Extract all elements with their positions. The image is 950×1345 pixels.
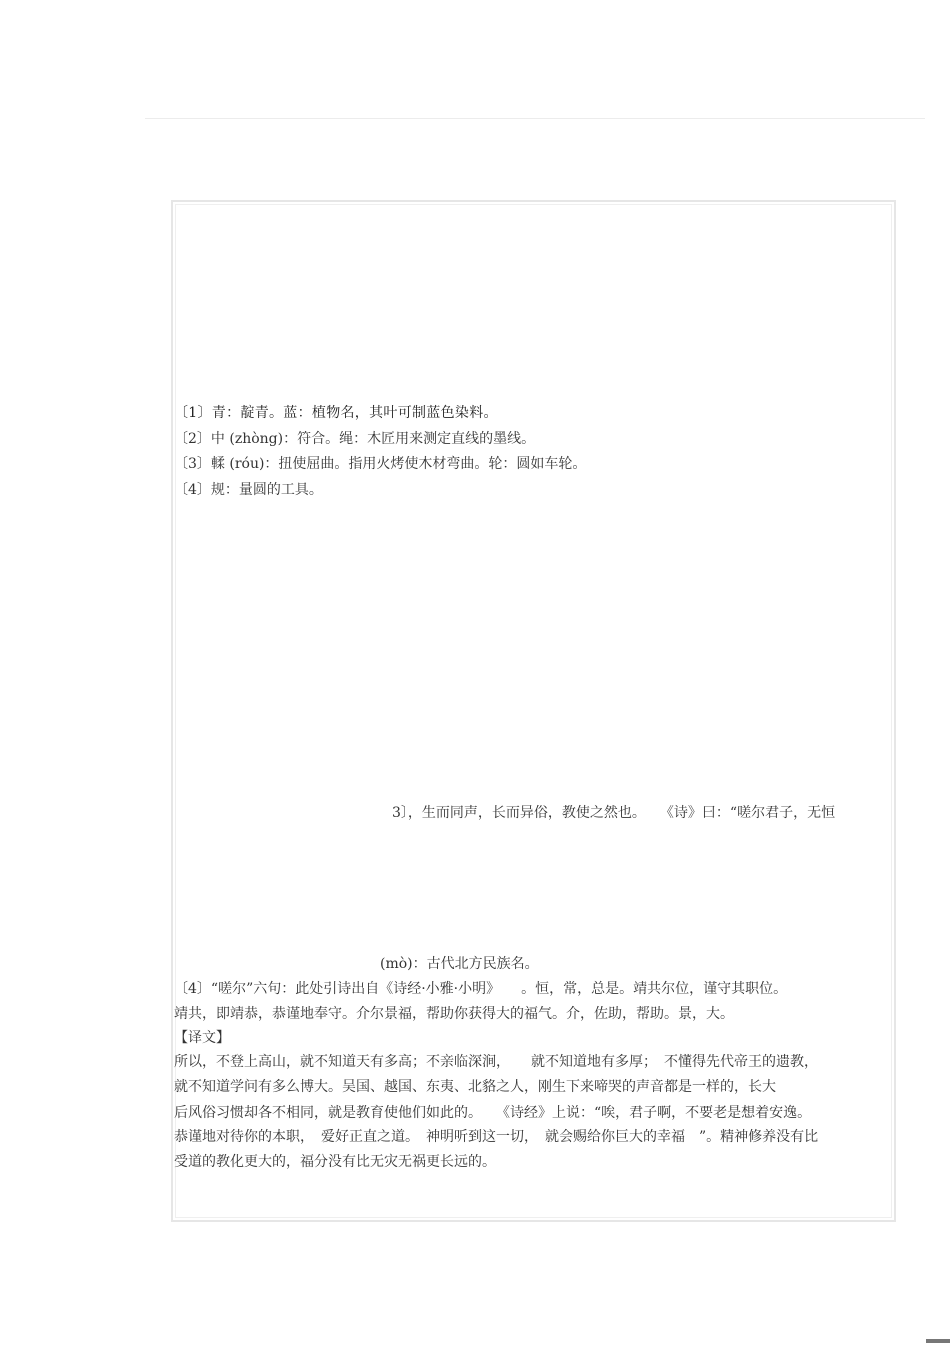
translation-line-2: 就不知道学问有多么博大。吴国、越国、东夷、北貉之人，刚生下来啼哭的声音都是一样的，长大 bbox=[174, 1079, 776, 1095]
top-divider bbox=[145, 118, 925, 119]
text-fragment-line: 3〕，生而同声，长而异俗，教使之然也。 《诗》曰：“嗟尔君子，无恒 bbox=[392, 805, 836, 821]
note-3: 〔3〕輮 (róu)：扭使屈曲。指用火烤使木材弯曲。轮：圆如车轮。 bbox=[174, 456, 587, 472]
note-1: 〔1〕青：靛青。蓝：植物名，其叶可制蓝色染料。 bbox=[174, 405, 498, 421]
note-2: 〔2〕中 (zhòng)：符合。绳：木匠用来测定直线的墨线。 bbox=[174, 431, 536, 447]
translation-line-3: 后风俗习惯却各不相同，就是教育使他们如此的。 《诗经》上说：“唉，君子啊，不要老是想着安逸。 bbox=[174, 1105, 812, 1121]
page-corner-mark bbox=[926, 1339, 950, 1343]
translation-line-4: 恭谨地对待你的本职， 爱好正直之道。 神明听到这一切， 就会赐给你巨大的幸福 ”。精神修养没有比 bbox=[174, 1129, 819, 1145]
note-4b-continued: 靖共，即靖恭，恭谨地奉守。介尔景福，帮助你获得大的福气。介，佐助，帮助。景，大。 bbox=[174, 1006, 734, 1022]
note-4: 〔4〕规：量圆的工具。 bbox=[174, 482, 323, 498]
note-4b: 〔4〕“嗟尔”六句：此处引诗出自《诗经·小雅·小明》 。恒，常，总是。靖共尔位，谨守其职位。 bbox=[174, 981, 788, 997]
translation-line-5: 受道的教化更大的，福分没有比无灾无祸更长远的。 bbox=[174, 1154, 496, 1170]
translation-line-1: 所以，不登上高山，就不知道天有多高；不亲临深涧， 就不知道地有多厚； 不懂得先代帝王的遗教， bbox=[174, 1054, 818, 1070]
translation-heading: 【译文】 bbox=[174, 1030, 230, 1046]
note-mo: (mò)：古代北方民族名。 bbox=[380, 956, 539, 972]
